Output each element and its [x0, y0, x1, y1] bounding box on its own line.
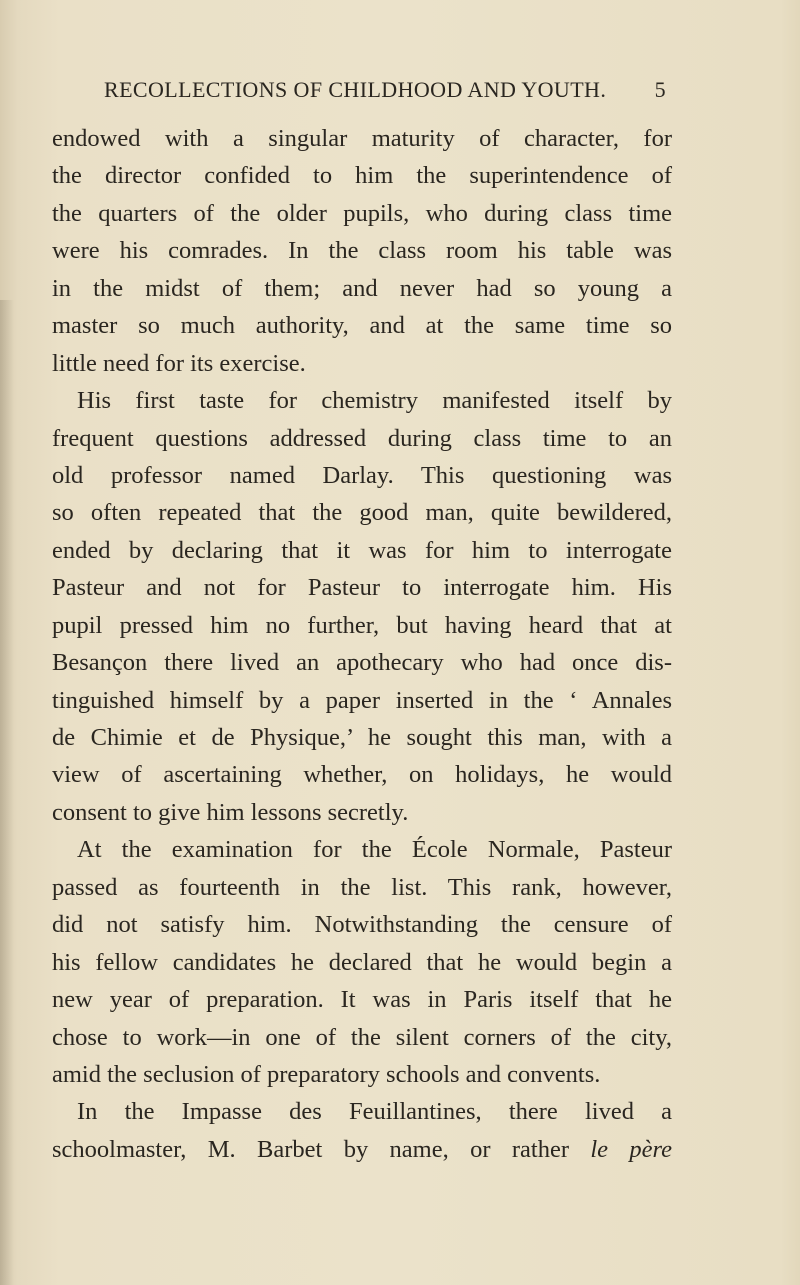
text-line: passed as fourteenth in the list. This rank, however, — [52, 873, 672, 901]
text-line: Besançon there lived an apothecary who had once dis- — [52, 649, 672, 677]
text-line: amid the seclusion of preparatory schools and convents. — [52, 1060, 601, 1088]
text-line: consent to give him lessons secretly. — [52, 798, 409, 826]
text-line: Pasteur and not for Pasteur to interrogate him. His — [52, 574, 672, 602]
text-line: new year of preparation. It was in Paris itself that he — [52, 986, 672, 1014]
text-line: his fellow candidates he declared that he would begin a — [52, 948, 672, 976]
text-line: in the midst of them; and never had so young a — [52, 274, 672, 302]
text-line: did not satisfy him. Notwithstanding the censure of — [52, 911, 672, 939]
text-line: so often repeated that the good man, quite bewildered, — [52, 499, 672, 527]
page-header — [104, 77, 666, 111]
text-line: tinguished himself by a paper inserted in the ‘ Annales — [52, 686, 672, 714]
text-line: the quarters of the older pupils, who during class time — [52, 199, 672, 227]
text-line: ended by declaring that it was for him to interrogate — [52, 536, 672, 564]
text-line: the director confided to him the superintendence of — [52, 162, 672, 190]
text-line: chose to work—in one of the silent corners of the city, — [52, 1023, 672, 1051]
text-line: view of ascertaining whether, on holidays, he would — [52, 761, 672, 789]
text-line: His first taste for chemistry manifested itself by — [77, 387, 672, 415]
body-text — [52, 120, 672, 1168]
text-line: endowed with a singular maturity of character, for — [52, 125, 672, 152]
text-line: master so much authority, and at the same time so — [52, 312, 672, 340]
text-line: de Chimie et de Physique,’ he sought this man, with a — [52, 724, 672, 751]
text-line: In the Impasse des Feuillantines, there lived a — [77, 1098, 672, 1126]
text-line: old professor named Darlay. This questioning was — [52, 461, 672, 489]
text-line: pupil pressed him no further, but having heard that at — [52, 611, 672, 639]
running-title: RECOLLECTIONS OF CHILDHOOD AND YOUTH. — [104, 77, 607, 102]
text-line: schoolmaster, M. Barbet by name, or rather le père — [52, 1135, 673, 1163]
italic-phrase: le père — [590, 1135, 673, 1163]
text-line: little need for its exercise. — [52, 349, 306, 377]
page-number: 5 — [654, 77, 666, 102]
text-line: frequent questions addressed during class time to an — [52, 424, 672, 452]
text-line: were his comrades. In the class room his table was — [52, 237, 672, 265]
text-line: At the examination for the École Normale, Pasteur — [77, 836, 672, 864]
spine-shadow — [0, 300, 14, 1285]
